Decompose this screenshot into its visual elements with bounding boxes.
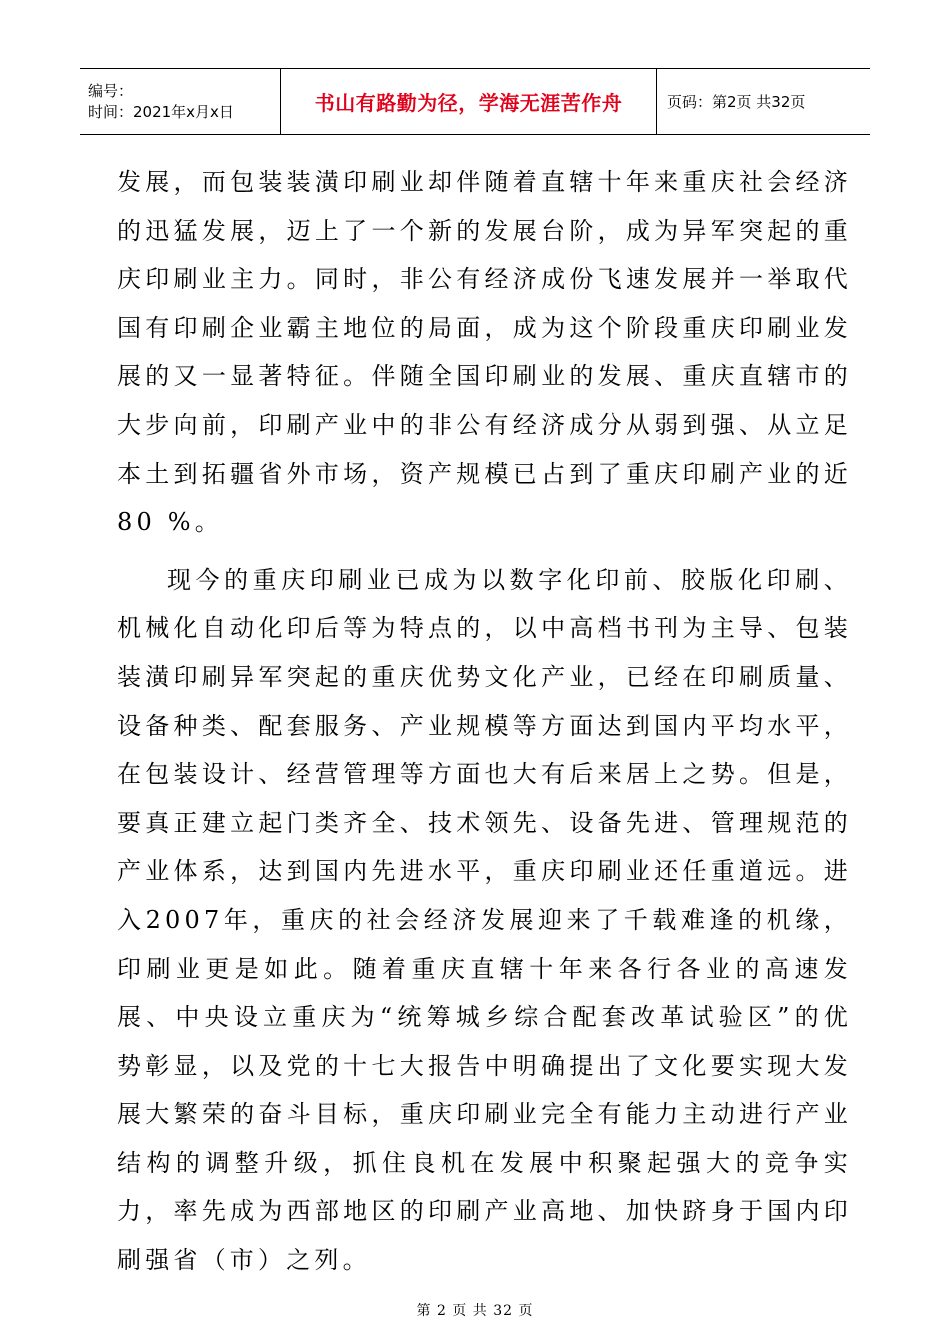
document-number-label: 编号：: [88, 81, 134, 100]
page-header: [80, 68, 870, 135]
header-page-cell: [657, 69, 870, 134]
header-meta-cell: [80, 69, 281, 134]
document-body: [117, 158, 852, 1285]
document-time-label: 时间：2021年x月x日: [88, 102, 234, 121]
header-motto: 书山有路勤为径，学海无涯苦作舟: [314, 91, 623, 115]
body-paragraph: 现今的重庆印刷业已成为以数字化印前、胶版化印刷、机械化自动化印后等为特点的，以中高档书刊为主导、包装装潢印刷异军突起的重庆优势文化产业，已经在印刷质量、设备种类、配套服务、产业规模等方面达到国内平均水平，在包装设计、经营管理等方面也大有后来居上之势。但是，要真正建立起门类齐全、技术领先、设备先进、管理规范的产业体系，达到国内先进水平，重庆印刷业还任重道远。进入2007年，重庆的社会经济发展迎来了千载难逢的机缘，印刷业更是如此。随着重庆直辖十年来各行各业的高速发展、中央设立重庆为“统筹城乡综合配套改革试验区”的优势彰显，以及党的十七大报告中明确提出了文化要实现大发展大繁荣的奋斗目标，重庆印刷业完全有能力主动进行产业结构的调整升级，抓住良机在发展中积聚起强大的竞争实力，率先成为西部地区的印刷产业高地、加快跻身于国内印刷强省（市）之列。: [117, 565, 852, 1275]
body-paragraph-continued: 发展，而包装装潢印刷业却伴随着直辖十年来重庆社会经济的迅猛发展，迈上了一个新的发展台阶，成为异军突起的重庆印刷业主力。同时，非公有经济成份飞速发展并一举取代国有印刷企业霸主地位的局面，成为这个阶段重庆印刷业发展的又一显著特征。伴随全国印刷业的发展、重庆直辖市的大步向前，印刷产业中的非公有经济成分从弱到强、从立足本土到拓疆省外市场，资产规模已占到了重庆印刷产业的近80 %。: [117, 168, 852, 537]
header-page-info: 页码：第2页 共32页: [667, 93, 806, 111]
page-footer: 第 2 页 共 32 页: [416, 1303, 534, 1319]
header-motto-cell: [281, 69, 657, 134]
